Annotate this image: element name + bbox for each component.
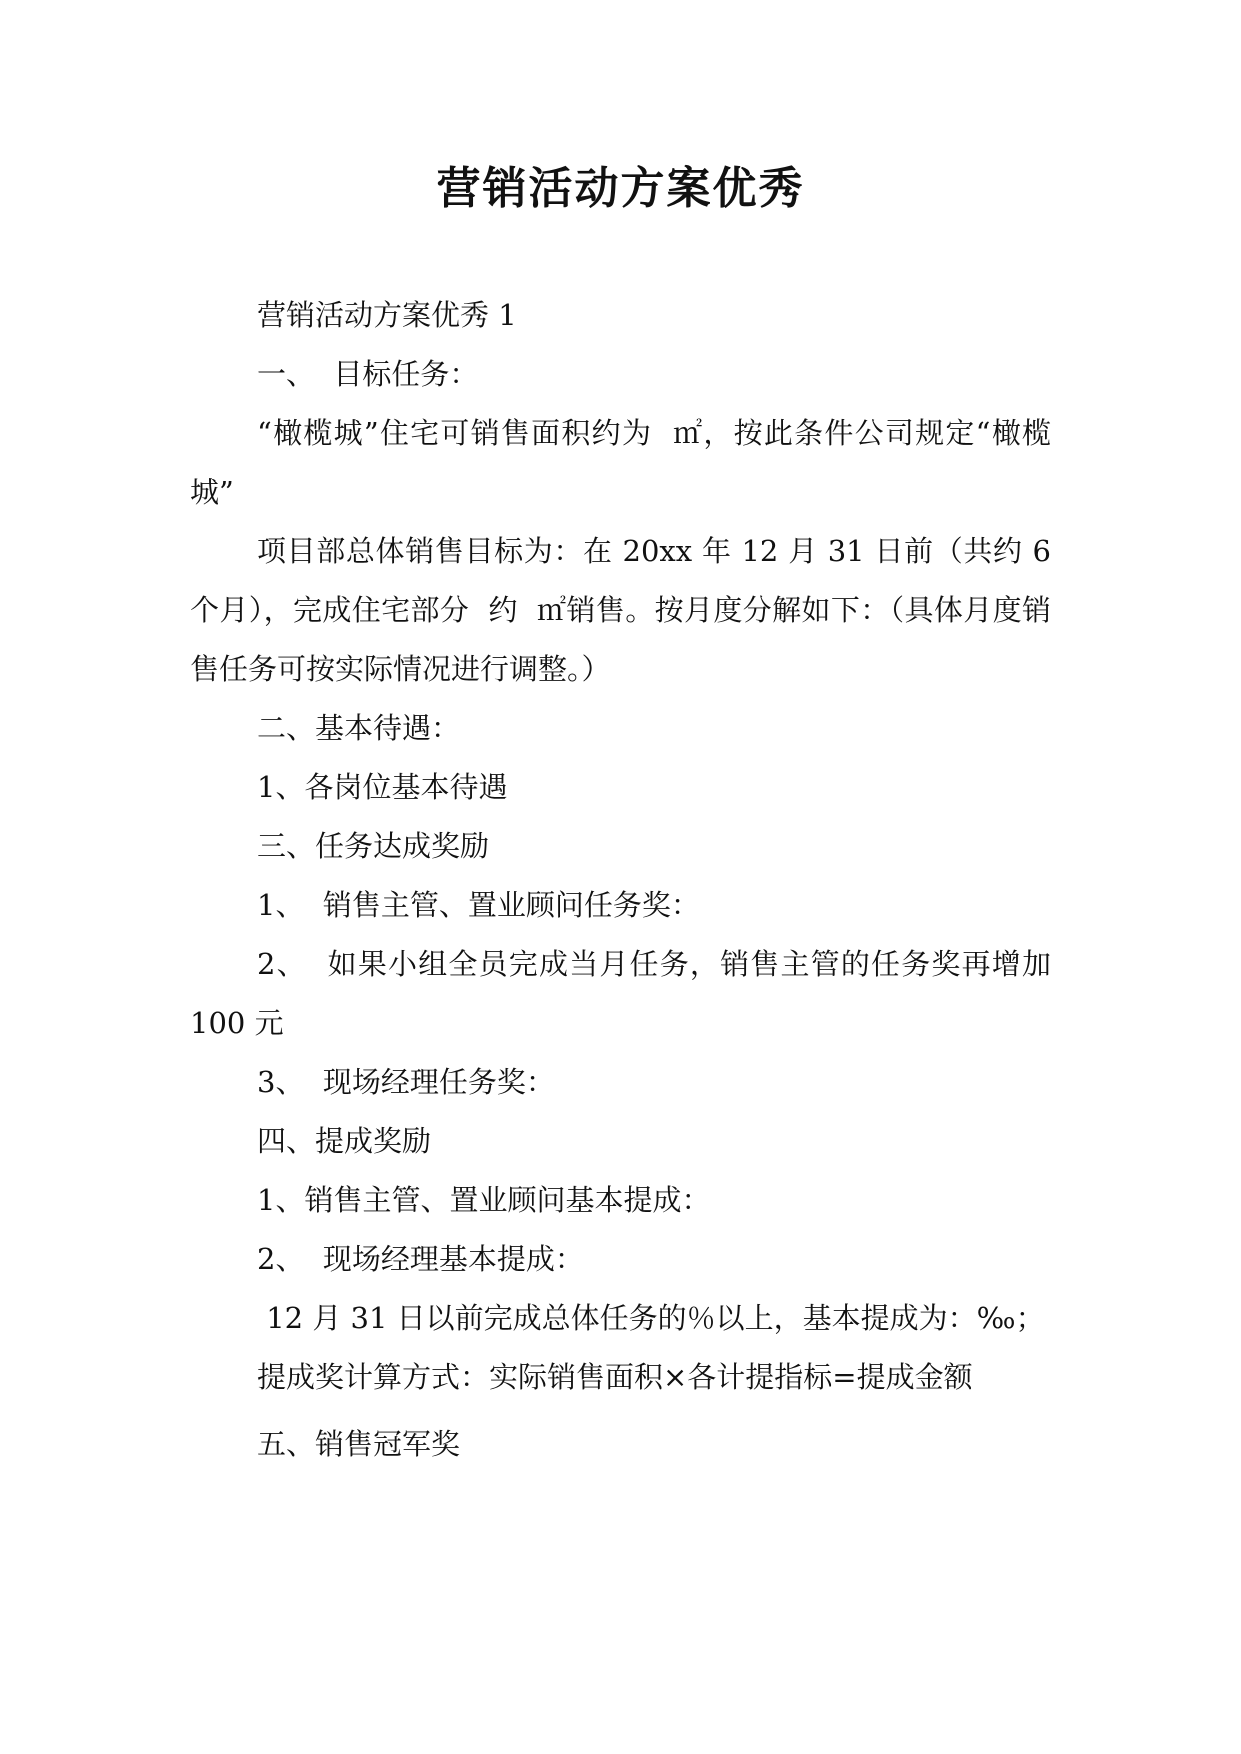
section-heading: 四、提成奖励: [257, 1124, 432, 1158]
body-paragraph: 提成奖计算方式：实际销售面积×各计提指标=提成金额: [257, 1360, 973, 1394]
list-item: 3、 现场经理任务奖：: [257, 1065, 555, 1099]
list-item: 1、各岗位基本待遇: [257, 770, 508, 804]
section-heading: 营销活动方案优秀 1: [257, 298, 517, 332]
body-paragraph: “橄榄城”住宅可销售面积约为 ㎡，按此条件公司规定“橄榄城”: [190, 416, 1051, 509]
list-item: 2、 现场经理基本提成：: [257, 1242, 584, 1276]
section-heading: 三、任务达成奖励: [257, 829, 490, 863]
list-item: 1、 销售主管、置业顾问任务奖：: [257, 888, 700, 922]
section-heading: 二、基本待遇：: [257, 711, 461, 745]
section-heading: 五、销售冠军奖: [257, 1427, 461, 1461]
document-title: 营销活动方案优秀: [436, 163, 805, 214]
body-paragraph: 项目部总体销售目标为：在 20xx 年 12 月 31 日前（共约 6 个月），完成住宅部分 约 ㎡销售。按月度分解如下：（具体月度销售任务可按实际情况进行调整。）: [190, 534, 1061, 686]
document-body: [190, 286, 1061, 1474]
list-item: 2、 如果小组全员完成当月任务，销售主管的任务奖再增加 100 元: [190, 947, 1061, 1040]
body-paragraph: 12 月 31 日以前完成总体任务的％以上，基本提成为：‰；: [257, 1301, 1045, 1335]
section-heading: 一、 目标任务：: [257, 357, 479, 391]
list-item: 1、销售主管、置业顾问基本提成：: [257, 1183, 711, 1217]
